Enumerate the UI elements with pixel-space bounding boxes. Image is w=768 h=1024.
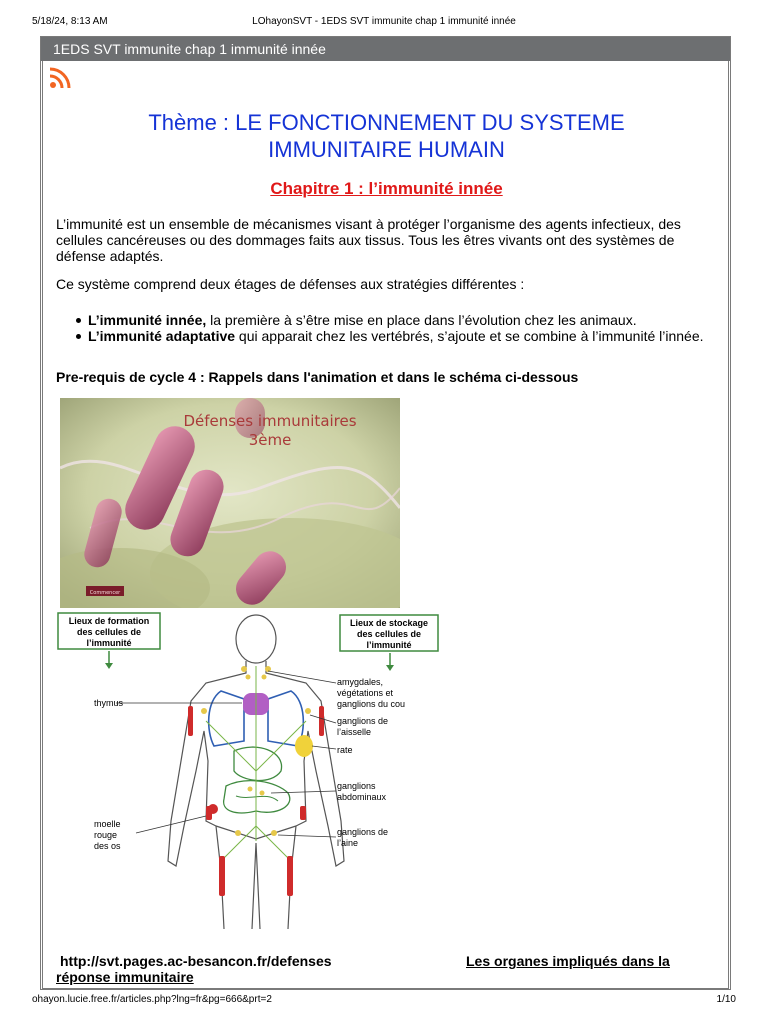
- label-aisselle-line1: ganglions de: [337, 716, 389, 726]
- list-item: [56, 312, 716, 328]
- besancon-link[interactable]: http://svt.pages.ac-besancon.fr/defenses: [60, 953, 332, 969]
- list-item-bold: L’immunité innée,: [88, 312, 207, 328]
- label-aisselle-line2: l’aisselle: [337, 727, 372, 737]
- label-abdominaux-line2: abdominaux: [337, 792, 387, 802]
- list-item: [56, 328, 716, 344]
- label-aine-line2: l’aine: [337, 838, 359, 848]
- storage-box-line1: Lieux de stockage: [349, 618, 429, 628]
- immunity-list: [56, 312, 716, 344]
- list-item-bold: L’immunité adaptative: [88, 328, 236, 344]
- list-item-text: la première à s’être mise en place dans l’évolution chez les animaux.: [206, 312, 637, 328]
- storage-box-line2: des cellules de: [356, 629, 422, 639]
- label-moelle-line3: des os: [94, 841, 121, 851]
- formation-box-line1: Lieux de formation: [68, 616, 150, 626]
- list-item-text: qui apparait chez les vertébrés, s’ajoute et se combine à l’immunité l’innée.: [235, 328, 704, 344]
- article-box: [40, 36, 731, 990]
- organs-link[interactable]: Les organes impliqués dans la: [466, 953, 670, 969]
- chapter-title: Chapitre 1 : l’immunité innée: [270, 179, 503, 198]
- label-rate: rate: [337, 745, 353, 755]
- rss-icon[interactable]: [49, 67, 71, 89]
- print-footer: [0, 994, 768, 1008]
- label-abdominaux-line1: ganglions: [337, 781, 376, 791]
- label-moelle-line2: rouge: [94, 830, 118, 840]
- label-amygdales-line1: amygdales,: [337, 677, 384, 687]
- label-moelle-line1: moelle: [94, 819, 121, 829]
- formation-box-line2: des cellules de: [76, 627, 142, 637]
- theme-title-line2: IMMUNITAIRE HUMAIN: [268, 137, 505, 162]
- animation-start-label: Commencer: [89, 590, 121, 596]
- prerequisite-heading: Pre-requis de cycle 4 : Rappels dans l'animation et dans le schéma ci-dessous: [56, 369, 579, 385]
- immune-organs-diagram: [56, 611, 446, 939]
- intro-paragraph: L’immunité est un ensemble de mécanismes visant à protéger l’organisme des agents infectieux, des cellules cancéreuses ou des dommages faits aux tissus. Tous les êtres vivants ont des systèmes de défense adaptés.: [56, 216, 681, 264]
- label-thymus: thymus: [94, 698, 124, 708]
- print-url: ohayon.lucie.free.fr/articles.php?lng=fr&pg=666&prt=2: [32, 994, 272, 1005]
- label-aine-line1: ganglions de: [337, 827, 389, 837]
- article-title-bar: 1EDS SVT immunite chap 1 immunité innée: [41, 37, 730, 61]
- spleen-organ: [295, 735, 313, 757]
- print-page-number: 1/10: [716, 994, 736, 1005]
- organs-link-line2[interactable]: réponse immunitaire: [56, 969, 194, 985]
- animation-title-line1: Défenses immunitaires: [183, 412, 357, 430]
- storage-box-line3: l’immunité: [366, 640, 412, 650]
- animation-thumbnail[interactable]: [60, 398, 400, 608]
- theme-title-line1: Thème : LE FONCTIONNEMENT DU SYSTEME: [148, 110, 625, 135]
- label-amygdales-line2: végétations et: [337, 688, 394, 698]
- print-header: [0, 16, 768, 30]
- print-datetime: 5/18/24, 8:13 AM: [32, 16, 108, 27]
- animation-title-line2: 3ème: [248, 431, 292, 449]
- print-page-title: LOhayonSVT - 1EDS SVT immunite chap 1 immunité innée: [252, 16, 516, 27]
- article-content: [42, 61, 729, 989]
- label-amygdales-line3: ganglions du cou: [337, 699, 406, 709]
- defense-levels-paragraph: Ce système comprend deux étages de défenses aux stratégies différentes :: [56, 276, 525, 292]
- formation-box-line3: l’immunité: [86, 638, 132, 648]
- theme-title: [43, 109, 729, 163]
